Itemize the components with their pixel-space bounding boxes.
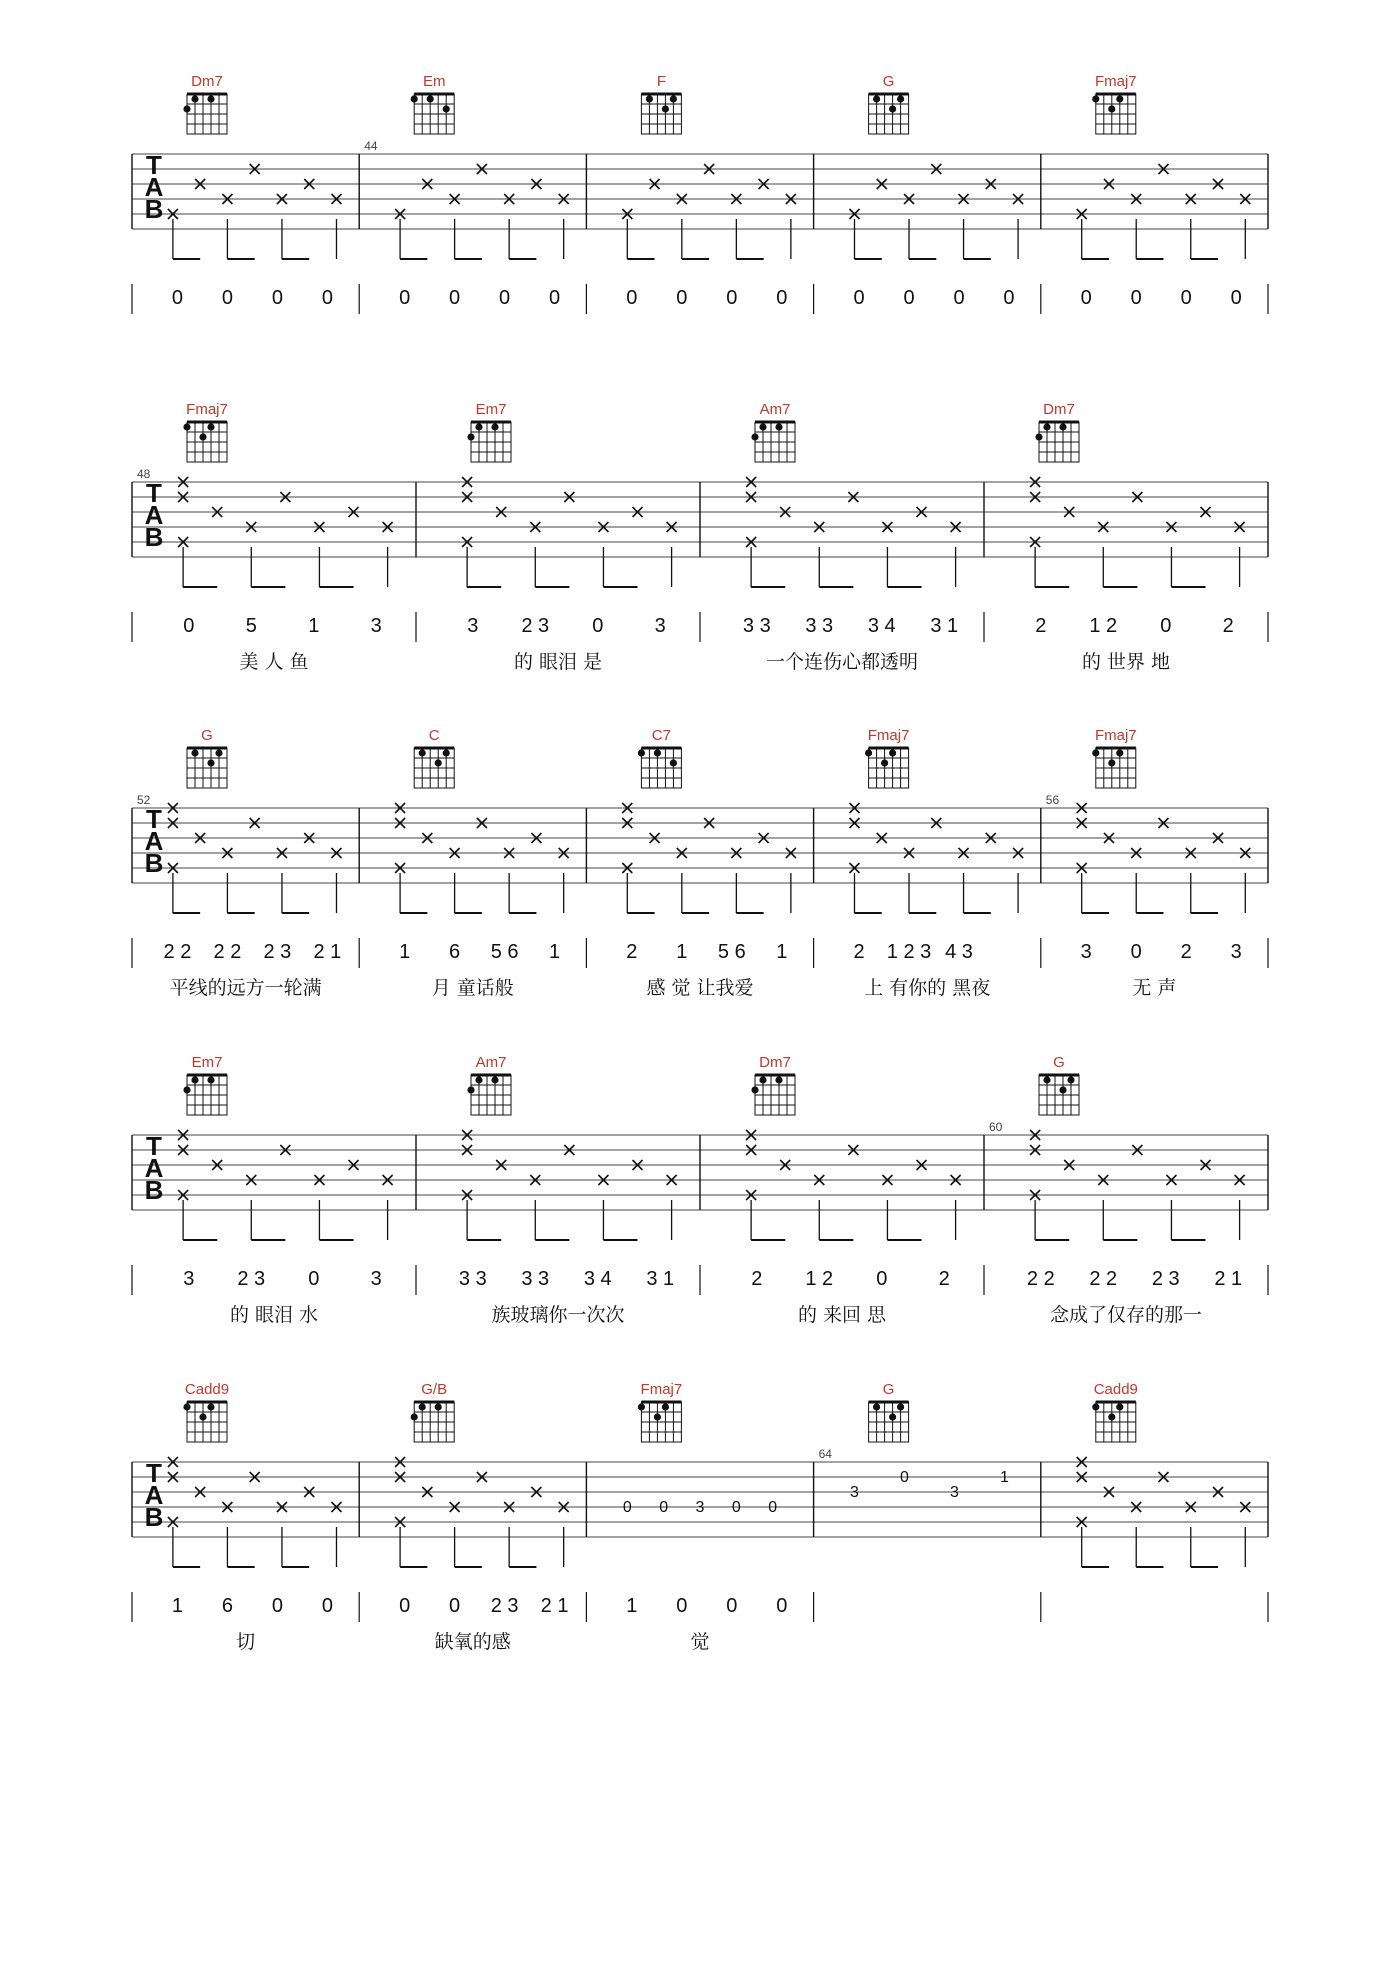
tab-number: 3 [850, 1484, 859, 1501]
tab-letter: A [144, 1153, 164, 1183]
finger-dot [638, 749, 645, 756]
tab-number: 0 [731, 1499, 741, 1516]
finger-dot [759, 1076, 766, 1083]
numbered-note: 3 [370, 1268, 382, 1290]
lyric-line: 的 来回 思 [797, 1304, 887, 1326]
numbered-note: 2 [853, 941, 865, 963]
finger-dot [475, 423, 482, 430]
lyric-line: 无 声 [1132, 977, 1177, 999]
finger-dot [1092, 749, 1099, 756]
lyric-line: 一个连伤心都透明 [765, 651, 919, 673]
finger-dot [207, 423, 214, 430]
chord-diagram [467, 1054, 511, 1115]
chord-name: Fmaj7 [1094, 73, 1137, 90]
lyric-line: 念成了仅存的那一 [1049, 1304, 1203, 1326]
numbered-note: 2 2 [213, 941, 242, 963]
finger-dot [1043, 423, 1050, 430]
system-row [132, 1381, 1268, 1653]
numbered-note: 0 [1003, 287, 1015, 309]
system-row [132, 1054, 1268, 1326]
numbered-note: 3 3 [521, 1268, 550, 1290]
numbered-note: 0 [449, 1595, 461, 1617]
finger-dot [207, 759, 214, 766]
numbered-note: 0 [903, 287, 915, 309]
numbered-note: 3 [370, 615, 382, 637]
tab-letter: T [146, 478, 162, 508]
finger-dot [435, 1403, 442, 1410]
chord-name: C7 [651, 727, 671, 744]
numbered-note: 0 [499, 287, 511, 309]
finger-dot [654, 749, 661, 756]
chord-diagram [183, 1054, 227, 1115]
numbered-note: 3 4 [583, 1268, 612, 1290]
finger-dot [881, 759, 888, 766]
numbered-note: 3 [467, 615, 479, 637]
finger-dot [467, 433, 474, 440]
numbered-note: 0 [271, 287, 283, 309]
finger-dot [670, 95, 677, 102]
numbered-note: 0 [221, 287, 233, 309]
numbered-note: 0 [1180, 287, 1192, 309]
numbered-note: 0 [726, 1595, 738, 1617]
chord-diagram [183, 401, 227, 462]
numbered-note: 2 2 [163, 941, 192, 963]
numbered-note: 3 3 [742, 615, 771, 637]
numbered-note: 2 2 [1026, 1268, 1055, 1290]
finger-dot [775, 1076, 782, 1083]
chord-name: Cadd9 [184, 1381, 230, 1398]
tab-letter: A [144, 172, 164, 202]
numbered-note: 0 [1130, 287, 1142, 309]
lyric-line: 觉 [690, 1631, 710, 1653]
finger-dot [191, 95, 198, 102]
numbered-note: 2 [938, 1268, 950, 1290]
lyric-line: 缺氧的感 [434, 1631, 511, 1653]
tab-letter: T [146, 1458, 162, 1488]
numbered-note: 0 [449, 287, 461, 309]
numbered-note: 2 1 [540, 1595, 569, 1617]
numbered-note: 3 3 [458, 1268, 487, 1290]
chord-diagram [187, 727, 227, 788]
chord-name: G [201, 727, 213, 744]
chord-name: Dm7 [1043, 401, 1075, 418]
chord-name: Em7 [191, 1054, 223, 1071]
lyric-line: 切 [236, 1631, 256, 1653]
finger-dot [419, 1403, 426, 1410]
chord-name: G [1053, 1054, 1065, 1071]
numbered-note: 0 [876, 1268, 888, 1290]
numbered-note: 5 6 [717, 941, 746, 963]
finger-dot [889, 1413, 896, 1420]
tab-number: 3 [695, 1499, 705, 1516]
tab-letter: B [144, 848, 164, 878]
numbered-note: 0 [776, 1595, 788, 1617]
numbered-note: 0 [676, 287, 688, 309]
chord-name: Fmaj7 [1094, 727, 1137, 744]
chord-diagram [638, 1381, 682, 1442]
tab-letter: A [144, 500, 164, 530]
numbered-note: 2 [1035, 615, 1047, 637]
tab-number: 0 [768, 1499, 778, 1516]
numbered-note: 0 [592, 615, 604, 637]
finger-dot [1035, 433, 1042, 440]
numbered-note: 2 2 [1089, 1268, 1118, 1290]
finger-dot [654, 1413, 661, 1420]
finger-dot [475, 1076, 482, 1083]
chord-name: F [656, 73, 666, 90]
finger-dot [897, 95, 904, 102]
chord-name: C [428, 727, 440, 744]
chord-diagram [869, 73, 909, 134]
chord-name: Dm7 [191, 73, 223, 90]
numbered-note: 6 [449, 941, 461, 963]
tab-number: 1 [999, 1469, 1009, 1486]
finger-dot [207, 95, 214, 102]
chord-name: Dm7 [759, 1054, 791, 1071]
numbered-note: 0 [1230, 287, 1242, 309]
measure-number: 60 [989, 1120, 1003, 1134]
numbered-note: 2 3 [237, 1268, 266, 1290]
finger-dot [646, 95, 653, 102]
finger-dot [183, 1403, 190, 1410]
tab-letter: B [144, 1502, 164, 1532]
numbered-note: 5 [245, 615, 257, 637]
chord-diagram [1092, 727, 1136, 788]
numbered-note: 0 [1080, 287, 1092, 309]
finger-dot [873, 95, 880, 102]
chord-diagram [467, 401, 511, 462]
finger-dot [1059, 1086, 1066, 1093]
numbered-note: 0 [271, 1595, 283, 1617]
finger-dot [191, 1076, 198, 1083]
numbered-note: 1 [626, 1595, 638, 1617]
numbered-note: 2 3 [263, 941, 292, 963]
numbered-note: 0 [321, 1595, 333, 1617]
chord-diagram [751, 1054, 795, 1115]
finger-dot [1092, 1403, 1099, 1410]
numbered-note: 3 1 [646, 1268, 675, 1290]
numbered-note: 3 3 [805, 615, 834, 637]
chord-diagram [414, 727, 454, 788]
finger-dot [662, 1403, 669, 1410]
numbered-note: 0 [308, 1268, 320, 1290]
chord-name: Am7 [759, 401, 791, 418]
finger-dot [751, 1086, 758, 1093]
finger-dot [1116, 1403, 1123, 1410]
tab-letter: B [144, 194, 164, 224]
system-row [132, 727, 1268, 999]
numbered-note: 0 [1130, 941, 1142, 963]
finger-dot [215, 749, 222, 756]
numbered-note: 5 6 [490, 941, 519, 963]
chord-diagram [865, 727, 909, 788]
lyric-line: 族玻璃你一次次 [491, 1304, 625, 1326]
numbered-note: 2 3 [490, 1595, 519, 1617]
chord-name: Fmaj7 [867, 727, 910, 744]
finger-dot [662, 105, 669, 112]
chord-name: G/B [421, 1381, 448, 1398]
chord-name: Em [422, 73, 446, 90]
tab-letter: T [146, 150, 162, 180]
system-row [132, 73, 1268, 314]
numbered-note: 2 1 [1214, 1268, 1243, 1290]
chord-diagram [638, 727, 682, 788]
numbered-note: 0 [676, 1595, 688, 1617]
numbered-note: 1 [776, 941, 788, 963]
measure-number: 52 [137, 793, 151, 807]
chord-name: Fmaj7 [186, 401, 228, 418]
finger-dot [751, 433, 758, 440]
numbered-note: 0 [171, 287, 184, 309]
chord-diagram [183, 1381, 229, 1442]
chord-diagram [411, 73, 455, 134]
numbered-note: 2 3 [521, 615, 550, 637]
finger-dot [1108, 1413, 1115, 1420]
finger-dot [411, 95, 418, 102]
system-row [132, 401, 1268, 673]
lyric-line: 的 世界 地 [1081, 651, 1171, 673]
chord-name: G [882, 73, 895, 90]
finger-dot [889, 749, 896, 756]
measure-number: 64 [818, 1447, 832, 1461]
numbered-note: 1 [308, 615, 320, 637]
tab-letter: B [144, 1175, 164, 1205]
measure-number: 48 [137, 467, 151, 481]
numbered-note: 0 [1160, 615, 1172, 637]
finger-dot [1043, 1076, 1050, 1083]
numbered-note: 0 [321, 287, 333, 309]
finger-dot [419, 749, 426, 756]
finger-dot [427, 95, 434, 102]
finger-dot [207, 1076, 214, 1083]
finger-dot [183, 423, 190, 430]
chord-diagram [1092, 73, 1136, 134]
chord-name: Fmaj7 [640, 1381, 683, 1398]
lyric-line: 月 童话般 [431, 977, 514, 999]
tab-number: 0 [659, 1499, 669, 1516]
numbered-note: 0 [626, 287, 638, 309]
lyric-line: 感 觉 让我爱 [646, 977, 754, 999]
numbered-note: 0 [853, 287, 865, 309]
tab-number: 0 [900, 1469, 909, 1486]
tab-letter: A [144, 1480, 164, 1510]
numbered-note: 2 [626, 941, 638, 963]
numbered-note: 6 [221, 1595, 233, 1617]
tab-letter: A [144, 826, 164, 856]
numbered-note: 1 [549, 941, 561, 963]
numbered-note: 2 3 [1151, 1268, 1180, 1290]
tab-letter: T [146, 1131, 162, 1161]
finger-dot [191, 749, 198, 756]
finger-dot [1092, 95, 1099, 102]
finger-dot [865, 749, 872, 756]
numbered-note: 1 [171, 1595, 184, 1617]
numbered-note: 3 [183, 1268, 195, 1290]
numbered-note: 2 [751, 1268, 763, 1290]
finger-dot [1108, 105, 1115, 112]
numbered-note: 0 [399, 287, 411, 309]
lyric-line: 的 眼泪 水 [229, 1304, 319, 1326]
chord-diagram [1035, 401, 1079, 462]
numbered-note: 3 [1080, 941, 1092, 963]
numbered-note: 2 [1180, 941, 1192, 963]
chord-diagram [751, 401, 795, 462]
chord-name: Em7 [475, 401, 507, 418]
numbered-note: 3 4 [867, 615, 896, 637]
finger-dot [1108, 759, 1115, 766]
finger-dot [759, 423, 766, 430]
finger-dot [1116, 95, 1123, 102]
chord-diagram [869, 1381, 909, 1442]
measure-number: 44 [364, 139, 378, 153]
lyric-line: 美 人 鱼 [239, 651, 309, 673]
finger-dot [1067, 1076, 1074, 1083]
numbered-note: 2 [1222, 615, 1234, 637]
numbered-note: 0 [953, 287, 965, 309]
numbered-note: 0 [776, 287, 788, 309]
numbered-note: 1 2 [805, 1268, 834, 1290]
numbered-note: 1 [676, 941, 688, 963]
numbered-note: 1 2 [1089, 615, 1118, 637]
finger-dot [670, 759, 677, 766]
chord-name: G [882, 1381, 895, 1398]
chord-name: Cadd9 [1093, 1381, 1138, 1398]
chord-diagram [183, 73, 227, 134]
chord-diagram [641, 73, 681, 134]
lyric-line: 的 眼泪 是 [513, 651, 603, 673]
chord-diagram [1039, 1054, 1079, 1115]
finger-dot [199, 1413, 206, 1420]
lyric-line: 平线的远方一轮满 [169, 977, 322, 999]
lyric-line: 上 有你的 黑夜 [864, 977, 991, 999]
finger-dot [775, 423, 782, 430]
numbered-note: 0 [726, 287, 738, 309]
finger-dot [199, 433, 206, 440]
numbered-note: 3 [1230, 941, 1242, 963]
numbered-note: 4 3 [945, 941, 973, 963]
finger-dot [873, 1403, 880, 1410]
measure-number: 56 [1045, 793, 1060, 807]
tab-number: 3 [950, 1484, 959, 1501]
tab-number: 0 [622, 1499, 632, 1516]
finger-dot [491, 1076, 498, 1083]
finger-dot [467, 1086, 474, 1093]
finger-dot [638, 1403, 645, 1410]
tab-letter: B [144, 522, 164, 552]
finger-dot [443, 105, 450, 112]
tab-letter: T [146, 804, 162, 834]
numbered-note: 0 [183, 615, 195, 637]
numbered-note: 0 [549, 287, 561, 309]
chord-diagram [411, 1381, 455, 1442]
finger-dot [897, 1403, 904, 1410]
finger-dot [889, 105, 896, 112]
finger-dot [183, 1086, 190, 1093]
numbered-note: 0 [399, 1595, 411, 1617]
finger-dot [207, 1403, 214, 1410]
numbered-note: 3 1 [930, 615, 959, 637]
numbered-note: 2 1 [313, 941, 342, 963]
chord-name: Am7 [475, 1054, 507, 1071]
finger-dot [443, 749, 450, 756]
finger-dot [491, 423, 498, 430]
chord-diagram [1092, 1381, 1138, 1442]
numbered-note: 1 2 3 [886, 941, 932, 963]
finger-dot [1059, 423, 1066, 430]
numbered-note: 1 [399, 941, 411, 963]
numbered-note: 3 [654, 615, 666, 637]
finger-dot [411, 1413, 418, 1420]
finger-dot [435, 759, 442, 766]
finger-dot [183, 105, 190, 112]
finger-dot [1116, 749, 1123, 756]
